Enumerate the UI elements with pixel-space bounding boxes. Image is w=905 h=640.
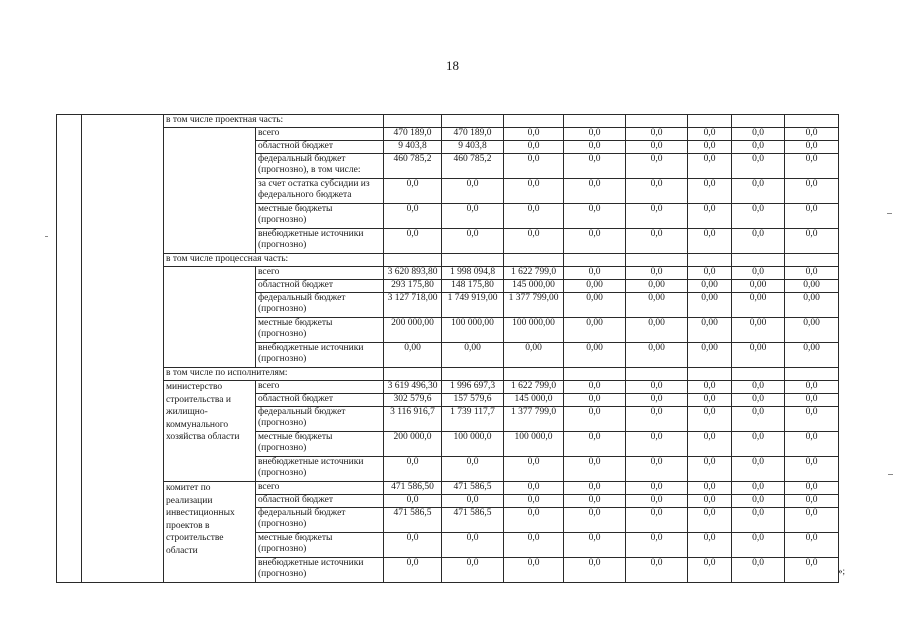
- amount-cell: 0,0: [688, 381, 732, 394]
- amount-cell: 0,00: [564, 318, 626, 343]
- amount-cell: 0,00: [688, 280, 732, 293]
- amount-cell: 148 175,80: [442, 280, 504, 293]
- amount-cell: 0,0: [688, 508, 732, 533]
- amount-cell: 0,0: [732, 432, 785, 457]
- amount-cell: 0,0: [564, 533, 626, 558]
- amount-cell: 0,0: [688, 457, 732, 482]
- amount-cell: 1 377 799,00: [504, 293, 564, 318]
- empty-cell: [442, 254, 504, 267]
- amount-cell: 0,0: [688, 407, 732, 432]
- funding-source-label: федеральный бюджет (прогнозно): [256, 407, 384, 432]
- section-header-row: [57, 254, 839, 267]
- amount-cell: 0,0: [564, 394, 626, 407]
- amount-cell: 0,0: [785, 558, 839, 583]
- amount-cell: 0,0: [732, 457, 785, 482]
- amount-cell: 0,0: [688, 495, 732, 508]
- amount-cell: 0,0: [384, 179, 442, 204]
- amount-cell: 0,0: [732, 407, 785, 432]
- empty-cell: [384, 368, 442, 381]
- amount-cell: 0,0: [688, 229, 732, 254]
- amount-cell: 0,0: [785, 154, 839, 179]
- closing-quote-mark: »;: [838, 566, 846, 576]
- amount-cell: 0,0: [732, 482, 785, 495]
- empty-cell: [626, 115, 688, 128]
- amount-cell: 471 586,5: [442, 482, 504, 495]
- amount-cell: 0,0: [785, 128, 839, 141]
- amount-cell: 0,0: [384, 558, 442, 583]
- amount-cell: 0,0: [564, 128, 626, 141]
- amount-cell: 0,0: [785, 432, 839, 457]
- amount-cell: 0,0: [732, 229, 785, 254]
- amount-cell: 100 000,00: [442, 318, 504, 343]
- amount-cell: 0,0: [504, 154, 564, 179]
- amount-cell: 0,0: [688, 128, 732, 141]
- funding-source-label: областной бюджет: [256, 280, 384, 293]
- funding-source-label: областной бюджет: [256, 394, 384, 407]
- amount-cell: 1 622 799,0: [504, 381, 564, 394]
- funding-source-label: внебюджетные источники (прогнозно): [256, 457, 384, 482]
- amount-cell: 3 620 893,80: [384, 267, 442, 280]
- amount-cell: 460 785,2: [384, 154, 442, 179]
- amount-cell: 0,0: [564, 457, 626, 482]
- amount-cell: 0,0: [732, 533, 785, 558]
- amount-cell: 0,00: [732, 293, 785, 318]
- empty-cell: [564, 115, 626, 128]
- amount-cell: 3 127 718,00: [384, 293, 442, 318]
- amount-cell: 0,0: [785, 204, 839, 229]
- amount-cell: 0,00: [785, 318, 839, 343]
- amount-cell: 1 996 697,3: [442, 381, 504, 394]
- amount-cell: 0,0: [732, 558, 785, 583]
- amount-cell: 0,0: [504, 457, 564, 482]
- amount-cell: 0,0: [504, 558, 564, 583]
- amount-cell: 0,00: [732, 343, 785, 368]
- amount-cell: 0,0: [732, 154, 785, 179]
- empty-cell: [732, 368, 785, 381]
- funding-source-label: местные бюджеты (прогнозно): [256, 318, 384, 343]
- amount-cell: 145 000,0: [504, 394, 564, 407]
- amount-cell: 293 175,80: [384, 280, 442, 293]
- amount-cell: 0,0: [442, 229, 504, 254]
- amount-cell: 0,0: [785, 394, 839, 407]
- amount-cell: 0,0: [564, 204, 626, 229]
- empty-cell: [688, 368, 732, 381]
- funding-source-label: всего: [256, 482, 384, 495]
- amount-cell: 0,0: [626, 457, 688, 482]
- amount-cell: 0,0: [785, 533, 839, 558]
- amount-cell: 0,00: [732, 280, 785, 293]
- amount-cell: 0,0: [626, 267, 688, 280]
- amount-cell: 0,00: [626, 343, 688, 368]
- amount-cell: 0,0: [732, 204, 785, 229]
- amount-cell: 0,0: [626, 179, 688, 204]
- amount-cell: 0,0: [564, 154, 626, 179]
- amount-cell: 0,0: [504, 508, 564, 533]
- amount-cell: 0,00: [688, 343, 732, 368]
- executor-cell: комитет по реализации инвестиционных проектов в строительстве области: [164, 482, 256, 583]
- margin-col-a: [57, 115, 82, 583]
- empty-cell: [688, 115, 732, 128]
- funding-source-label: внебюджетные источники (прогнозно): [256, 558, 384, 583]
- amount-cell: 145 000,00: [504, 280, 564, 293]
- amount-cell: 0,0: [732, 394, 785, 407]
- amount-cell: 0,0: [504, 141, 564, 154]
- amount-cell: 0,0: [732, 128, 785, 141]
- page-number: 18: [446, 58, 459, 73]
- amount-cell: 0,00: [688, 293, 732, 318]
- amount-cell: 157 579,6: [442, 394, 504, 407]
- executor-cell: министерство строительства и жилищно-коммунального хозяйства области: [164, 381, 256, 482]
- amount-cell: 0,0: [785, 407, 839, 432]
- amount-cell: 9 403,8: [442, 141, 504, 154]
- amount-cell: 0,0: [688, 394, 732, 407]
- amount-cell: 0,0: [732, 381, 785, 394]
- amount-cell: 0,00: [384, 343, 442, 368]
- empty-cell: [732, 254, 785, 267]
- funding-source-label: местные бюджеты (прогнозно): [256, 533, 384, 558]
- amount-cell: 0,0: [688, 204, 732, 229]
- amount-cell: 0,0: [384, 229, 442, 254]
- amount-cell: 0,0: [384, 495, 442, 508]
- amount-cell: 0,0: [564, 508, 626, 533]
- amount-cell: 0,0: [688, 482, 732, 495]
- amount-cell: 0,0: [785, 495, 839, 508]
- amount-cell: 460 785,2: [442, 154, 504, 179]
- amount-cell: 0,0: [384, 457, 442, 482]
- amount-cell: 0,0: [564, 229, 626, 254]
- amount-cell: 0,0: [732, 141, 785, 154]
- funding-source-label: за счет остатка субсидии из федерального бюджета: [256, 179, 384, 204]
- empty-cell: [626, 254, 688, 267]
- amount-cell: 471 586,50: [384, 482, 442, 495]
- margin-dash: [887, 213, 892, 214]
- amount-cell: 100 000,0: [504, 432, 564, 457]
- amount-cell: 100 000,0: [442, 432, 504, 457]
- amount-cell: 0,00: [564, 280, 626, 293]
- amount-cell: 0,0: [564, 381, 626, 394]
- amount-cell: 0,0: [504, 179, 564, 204]
- amount-cell: 470 189,0: [384, 128, 442, 141]
- funding-source-label: областной бюджет: [256, 141, 384, 154]
- amount-cell: 0,0: [564, 267, 626, 280]
- funding-source-label: местные бюджеты (прогнозно): [256, 432, 384, 457]
- funding-source-label: местные бюджеты (прогнозно): [256, 204, 384, 229]
- empty-cell: [785, 368, 839, 381]
- empty-cell: [564, 368, 626, 381]
- amount-cell: 0,0: [504, 495, 564, 508]
- empty-cell: [504, 254, 564, 267]
- amount-cell: 0,0: [504, 533, 564, 558]
- empty-cell: [504, 368, 564, 381]
- amount-cell: 0,0: [785, 482, 839, 495]
- funding-source-label: федеральный бюджет (прогнозно), в том числе:: [256, 154, 384, 179]
- section-title: в том числе проектная часть:: [164, 115, 384, 128]
- margin-dash: [888, 474, 893, 475]
- funding-source-label: федеральный бюджет (прогнозно): [256, 293, 384, 318]
- amount-cell: 0,0: [384, 204, 442, 229]
- executor-cell: [164, 267, 256, 368]
- amount-cell: 0,0: [564, 495, 626, 508]
- empty-cell: [384, 115, 442, 128]
- amount-cell: 0,0: [442, 179, 504, 204]
- amount-cell: 0,0: [688, 533, 732, 558]
- amount-cell: 0,0: [626, 394, 688, 407]
- amount-cell: 0,0: [626, 482, 688, 495]
- amount-cell: 0,0: [626, 508, 688, 533]
- amount-cell: 0,0: [442, 533, 504, 558]
- amount-cell: 0,0: [626, 407, 688, 432]
- funding-source-label: всего: [256, 267, 384, 280]
- empty-cell: [442, 115, 504, 128]
- amount-cell: 470 189,0: [442, 128, 504, 141]
- amount-cell: 0,0: [626, 381, 688, 394]
- amount-cell: 0,0: [688, 179, 732, 204]
- amount-cell: 0,0: [626, 533, 688, 558]
- amount-cell: 0,0: [785, 141, 839, 154]
- amount-cell: 100 000,00: [504, 318, 564, 343]
- amount-cell: 0,0: [564, 179, 626, 204]
- amount-cell: 0,0: [504, 204, 564, 229]
- amount-cell: 1 377 799,0: [504, 407, 564, 432]
- amount-cell: 471 586,5: [442, 508, 504, 533]
- funding-source-label: всего: [256, 128, 384, 141]
- funding-source-label: внебюджетные источники (прогнозно): [256, 343, 384, 368]
- amount-cell: 0,0: [442, 495, 504, 508]
- amount-cell: 0,00: [442, 343, 504, 368]
- amount-cell: 0,0: [688, 267, 732, 280]
- amount-cell: 0,0: [626, 495, 688, 508]
- table-row: [57, 267, 839, 280]
- section-title: в том числе процессная часть:: [164, 254, 384, 267]
- amount-cell: 0,0: [732, 267, 785, 280]
- amount-cell: 0,0: [626, 141, 688, 154]
- amount-cell: 0,0: [564, 141, 626, 154]
- amount-cell: 3 619 496,30: [384, 381, 442, 394]
- empty-cell: [564, 254, 626, 267]
- amount-cell: 0,0: [626, 229, 688, 254]
- amount-cell: 0,00: [785, 293, 839, 318]
- budget-table: [56, 114, 839, 583]
- amount-cell: 0,0: [785, 179, 839, 204]
- funding-source-label: всего: [256, 381, 384, 394]
- amount-cell: 3 116 916,7: [384, 407, 442, 432]
- amount-cell: 0,0: [785, 267, 839, 280]
- section-header-row: [57, 115, 839, 128]
- amount-cell: 0,0: [732, 508, 785, 533]
- amount-cell: 1 749 919,00: [442, 293, 504, 318]
- section-header-row: [57, 368, 839, 381]
- empty-cell: [384, 254, 442, 267]
- amount-cell: 0,0: [442, 558, 504, 583]
- amount-cell: 0,0: [504, 482, 564, 495]
- amount-cell: 0,0: [384, 533, 442, 558]
- amount-cell: 0,0: [688, 141, 732, 154]
- amount-cell: 0,00: [626, 318, 688, 343]
- amount-cell: 0,0: [442, 204, 504, 229]
- amount-cell: 0,0: [785, 229, 839, 254]
- amount-cell: 0,00: [688, 318, 732, 343]
- amount-cell: 0,00: [732, 318, 785, 343]
- amount-cell: 0,00: [626, 293, 688, 318]
- amount-cell: 0,0: [504, 229, 564, 254]
- funding-source-label: федеральный бюджет (прогнозно): [256, 508, 384, 533]
- amount-cell: 0,0: [504, 128, 564, 141]
- empty-cell: [626, 368, 688, 381]
- amount-cell: 0,0: [564, 482, 626, 495]
- amount-cell: 0,0: [564, 558, 626, 583]
- amount-cell: 0,0: [626, 204, 688, 229]
- section-title: в том числе по исполнителям:: [164, 368, 384, 381]
- amount-cell: 0,0: [785, 381, 839, 394]
- amount-cell: 0,00: [785, 343, 839, 368]
- empty-cell: [688, 254, 732, 267]
- amount-cell: 0,0: [626, 154, 688, 179]
- table-row: [57, 128, 839, 141]
- amount-cell: 0,0: [626, 128, 688, 141]
- amount-cell: 0,0: [785, 457, 839, 482]
- amount-cell: 0,0: [626, 432, 688, 457]
- amount-cell: 0,0: [688, 432, 732, 457]
- table-row: [57, 381, 839, 394]
- empty-cell: [785, 254, 839, 267]
- amount-cell: 0,00: [564, 293, 626, 318]
- amount-cell: 0,0: [732, 179, 785, 204]
- amount-cell: 1 739 117,7: [442, 407, 504, 432]
- amount-cell: 0,00: [564, 343, 626, 368]
- empty-cell: [785, 115, 839, 128]
- empty-cell: [504, 115, 564, 128]
- amount-cell: 0,0: [626, 558, 688, 583]
- amount-cell: 0,00: [504, 343, 564, 368]
- margin-dash: [45, 236, 48, 237]
- margin-col-b: [82, 115, 164, 583]
- amount-cell: 200 000,00: [384, 318, 442, 343]
- empty-cell: [442, 368, 504, 381]
- amount-cell: 0,0: [785, 508, 839, 533]
- amount-cell: 0,0: [688, 558, 732, 583]
- funding-source-label: внебюджетные источники (прогнозно): [256, 229, 384, 254]
- executor-cell: [164, 128, 256, 254]
- amount-cell: 1 622 799,0: [504, 267, 564, 280]
- amount-cell: 0,00: [785, 280, 839, 293]
- table-row: [57, 482, 839, 495]
- amount-cell: 0,00: [626, 280, 688, 293]
- amount-cell: 0,0: [564, 407, 626, 432]
- amount-cell: 0,0: [442, 457, 504, 482]
- amount-cell: 471 586,5: [384, 508, 442, 533]
- amount-cell: 302 579,6: [384, 394, 442, 407]
- amount-cell: 200 000,0: [384, 432, 442, 457]
- amount-cell: 1 998 094,8: [442, 267, 504, 280]
- empty-cell: [732, 115, 785, 128]
- amount-cell: 0,0: [732, 495, 785, 508]
- amount-cell: 0,0: [564, 432, 626, 457]
- amount-cell: 0,0: [688, 154, 732, 179]
- funding-source-label: областной бюджет: [256, 495, 384, 508]
- amount-cell: 9 403,8: [384, 141, 442, 154]
